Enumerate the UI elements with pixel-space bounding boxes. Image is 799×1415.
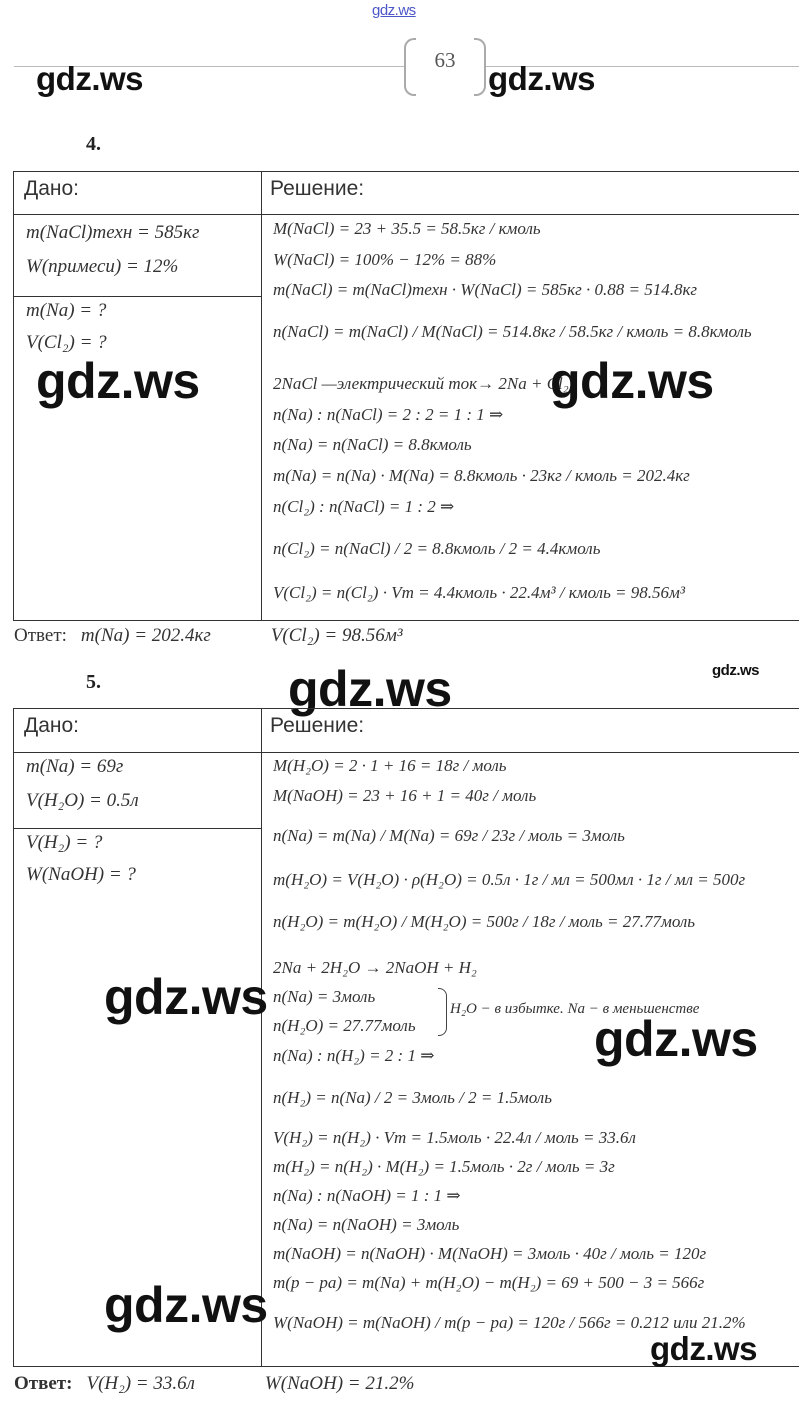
task-4-solution-line: n(Na) : n(NaCl) = 2 : 2 = 1 : 1 ⇒	[273, 405, 504, 424]
task-5-solution-line: n(H₂O) = 27.77моль	[273, 1016, 416, 1035]
watermark-task5-right: gdz.ws	[594, 1011, 758, 1067]
task-4-solution-line: m(Na) = n(Na) · M(Na) = 8.8кмоль · 23кг / кмоль = 202.4кг	[273, 466, 690, 485]
watermark-top-link[interactable]: gdz.ws	[372, 2, 416, 19]
task-5-solution-line: m(H₂) = n(H₂) · M(H₂) = 1.5моль · 2г / моль = 3г	[273, 1157, 615, 1176]
task-4-solution-line: n(Na) = n(NaCl) = 8.8кмоль	[273, 435, 472, 454]
task-5-solution-line: M(H₂O) = 2 · 1 + 16 = 18г / моль	[273, 756, 507, 775]
task-5-solution-line: n(Na) = n(NaOH) = 3моль	[273, 1215, 460, 1234]
task-4-divider	[261, 171, 262, 621]
watermark-mid-big: gdz.ws	[288, 661, 452, 717]
task-4-solution-line: M(NaCl) = 23 + 35.5 = 58.5кг / кмоль	[273, 219, 541, 238]
task-4-solution-line: n(Cl₂) : n(NaCl) = 1 : 2 ⇒	[273, 497, 455, 516]
task-5-solution-line: n(Na) = 3моль	[273, 987, 376, 1006]
task-5-solution-line: m(р − ра) = m(Na) + m(H₂O) − m(H₂) = 69 + 500 − 3 = 566г	[273, 1273, 705, 1292]
task-5-solution-line: M(NaOH) = 23 + 16 + 1 = 40г / моль	[273, 786, 537, 805]
watermark-task5-left-1: gdz.ws	[104, 969, 268, 1025]
task-4-solution-line: V(Cl₂) = n(Cl₂) · Vm = 4.4кмоль · 22.4м³ / кмоль = 98.56м³	[273, 583, 685, 602]
task-5-given-line: m(Na) = 69г	[26, 756, 124, 777]
task-5-solution-line: m(NaOH) = n(NaOH) · M(NaOH) = 3моль · 40г / моль = 120г	[273, 1244, 707, 1263]
task-4-solution-line: m(NaCl) = m(NaCl)техн · W(NaCl) = 585кг · 0.88 = 514.8кг	[273, 280, 698, 299]
task-5-solution-line: H₂O − в избытке. Na − в меньшенстве	[450, 1001, 700, 1017]
task-4-solution-line: n(NaCl) = m(NaCl) / M(NaCl) = 514.8кг / 58.5кг / кмоль = 8.8кмоль	[273, 322, 752, 341]
task-5-answer-value: W(NaOH) = 21.2%	[264, 1373, 415, 1394]
task-5-answer-value: V(H₂) = 33.6л	[86, 1373, 195, 1394]
task-4-given-header: Дано:	[24, 177, 80, 200]
task-4-solution-line: W(NaCl) = 100% − 12% = 88%	[273, 250, 497, 269]
task-4-find-line: m(Na) = ?	[26, 300, 107, 321]
task-5-solution-line: n(Na) = m(Na) / M(Na) = 69г / 23г / моль = 3моль	[273, 826, 625, 845]
task-5-divider	[261, 708, 262, 1367]
task-4-solution-line: n(Cl₂) = n(NaCl) / 2 = 8.8кмоль / 2 = 4.4кмоль	[273, 539, 601, 558]
task-5-solution-line: m(H₂O) = V(H₂O) · ρ(H₂O) = 0.5л · 1г / мл = 500мл · 1г / мл = 500г	[273, 870, 746, 889]
task-5-solution-line: W(NaOH) = m(NaOH) / m(р − ра) = 120г / 566г = 0.212 или 21.2%	[273, 1313, 746, 1332]
task-4-solution-header: Решение:	[270, 177, 365, 200]
task-5-solution-line: V(H₂) = n(H₂) · Vm = 1.5моль · 22.4л / моль = 33.6л	[273, 1128, 636, 1147]
task-4-given-line: W(примеси) = 12%	[26, 256, 179, 277]
task-5-find-line: V(H₂) = ?	[26, 832, 103, 853]
task-5-answer: Ответ: V(H₂) = 33.6л W(NaOH) = 21.2%	[14, 1373, 415, 1394]
task-5-solution-line: n(H₂) = n(Na) / 2 = 3моль / 2 = 1.5моль	[273, 1088, 552, 1107]
task-5-header-rule	[13, 752, 799, 753]
task-5-find-line: W(NaOH) = ?	[26, 864, 136, 885]
task-4-header-rule	[13, 214, 799, 215]
watermark-header-right: gdz.ws	[488, 60, 596, 97]
task-5-solution-line: n(Na) : n(H₂) = 2 : 1 ⇒	[273, 1046, 435, 1065]
task-5-solution-header: Решение:	[270, 714, 365, 737]
watermark-task5-left-2: gdz.ws	[104, 1277, 268, 1333]
task-4-answer-value: V(Cl₂) = 98.56м³	[270, 625, 403, 646]
task-4-number: 4.	[86, 133, 101, 155]
task-4-answer: Ответ: m(Na) = 202.4кг V(Cl₂) = 98.56м³	[14, 625, 403, 646]
task-5-solution-line: n(H₂O) = m(H₂O) / M(H₂O) = 500г / 18г / моль = 27.77моль	[273, 912, 696, 931]
watermark-task4-right: gdz.ws	[550, 353, 714, 409]
task-5-solution-line: 2Na + 2H₂O → 2NaOH + H₂	[273, 958, 477, 977]
watermark-header-left: gdz.ws	[36, 60, 144, 97]
task-5-given-line: V(H₂O) = 0.5л	[26, 790, 139, 811]
task-4-answer-value: m(Na) = 202.4кг	[80, 625, 211, 646]
page-number: 63	[404, 38, 486, 94]
task-5-given-rule	[13, 828, 261, 829]
task-5-number: 5.	[86, 671, 101, 693]
watermark-task4-left: gdz.ws	[36, 353, 200, 409]
task-4-given-line: m(NaCl)техн = 585кг	[26, 222, 200, 243]
task-4-solution-line: 2NaCl —электрический ток→ 2Na + Cl₂	[273, 374, 569, 393]
task-4-find-line: V(Cl₂) = ?	[26, 332, 107, 353]
task-5-given-header: Дано:	[24, 714, 80, 737]
task-4-given-rule	[13, 296, 261, 297]
watermark-mid-small: gdz.ws	[712, 662, 760, 679]
task-5-brace	[438, 988, 447, 1036]
task-5-solution-line: n(Na) : n(NaOH) = 1 : 1 ⇒	[273, 1186, 461, 1205]
watermark-bottom-right: gdz.ws	[650, 1330, 758, 1367]
